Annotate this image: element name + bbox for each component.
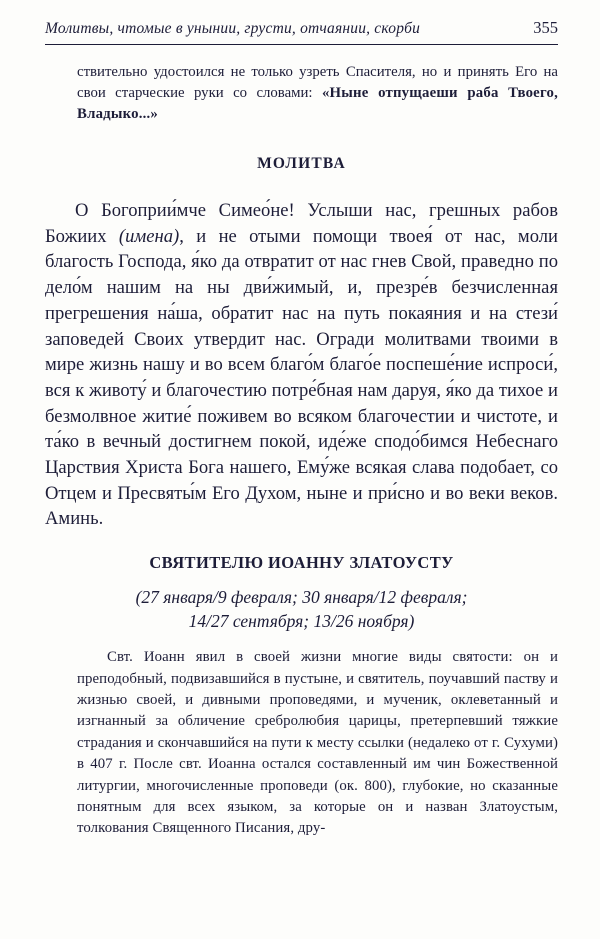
carryover-paragraph	[77, 62, 558, 125]
prayer-heading: МОЛИТВА	[257, 155, 346, 172]
prayer-names-placeholder: (имена)	[118, 225, 180, 247]
scripture-quote: «Ныне отпущаеши раба Твоего, Владыко...»	[77, 85, 558, 122]
section-heading: СВЯТИТЕЛЮ ИОАННУ ЗЛАТОУСТУ	[149, 553, 454, 573]
prayer-part-2: , и не отыми помощи твоея́ от нас, моли благость Господа, я́ко да отвратит от нас гнев Свой, праведно по дело́м нашим на ны дви́жимый, и, презре́в безчисленная прегрешения на́ша, обратит нас на путь покаяния и на стези́ заповедей Своих утвердит нас. Огради молитвами твоими в мире жизнь нашу и во всем благо́м благо́е поспеше́ние испроси́, вся к животу́ и благочестию потре́бная нам даруя, я́ко да тихое и безмолвное житие́ поживем во всяком благочестии и чистоте, и та́ко в вечный достигнем покой, иде́же сподо́бимся Небеснаго Царствия Христа Бога нашего, Ему́же всякая слава подобает, со Отцем и Пресвяты́м Его Духом, ныне и при́сно и во веки веков. Аминь.	[45, 225, 558, 530]
prayer-part-1: О Богоприи́мче Симео́не! Услыши нас, грешных рабов Божиих	[45, 200, 558, 247]
feast-dates-line-2: 14/27 сентября; 13/26 ноября)	[188, 611, 415, 632]
carryover-text: ствительно удостоился не только узреть Спасителя, но и принять Его на свои старческие руки со словами:	[77, 64, 558, 101]
saint-bio-paragraph: Свт. Иоанн явил в своей жизни многие виды святости: он и преподобный, подвизавшийся в пустыне, и святитель, поучавший паству и жизнью своей, и дивными проповедями, и мученик, оклеветанный и изгнанный за обличение сребролюбия царицы, претерпевший тяжкие страдания и скончавшийся на пути к месту ссылки (недалеко от г. Сухуми) в 407 г. После свт. Иоанна остался составленный им чин Божественной литургии, многочисленные проповеди (ок. 800), глубокие, но сказанные понятным для всех языком, за которые он и назван Златоустым, толкования Священного Писания, дру-	[77, 649, 558, 837]
running-header	[45, 18, 558, 38]
running-header-title: Молитвы, чтомые в унынии, грусти, отчаянии, скорби	[45, 20, 421, 37]
feast-dates-line-1: (27 января/9 февраля; 30 января/12 февраля;	[135, 587, 468, 608]
feast-dates	[45, 585, 558, 633]
prayer-text	[45, 198, 558, 532]
header-rule	[45, 44, 558, 45]
page-number: 355	[533, 18, 558, 37]
